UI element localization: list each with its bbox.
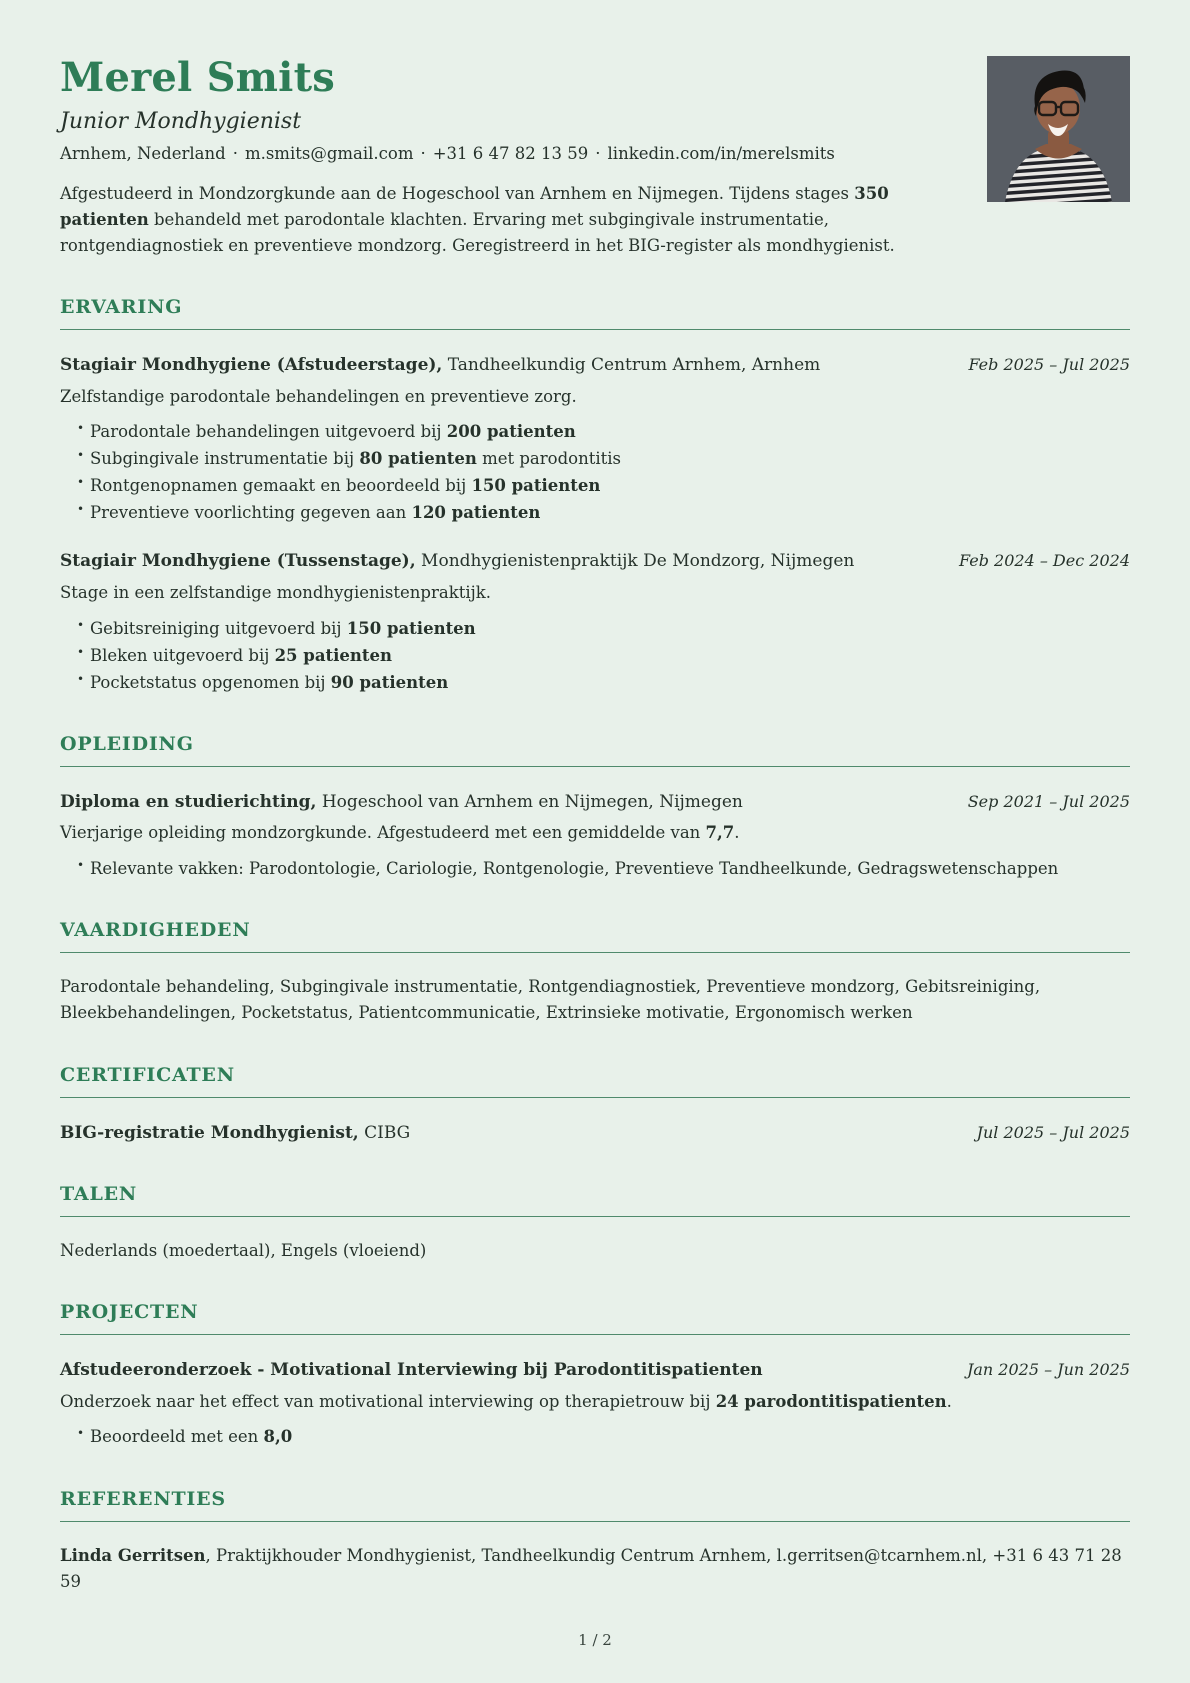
bullet-highlight: 150 patienten xyxy=(346,618,476,638)
entry-date: Jan 2025 – Jun 2025 xyxy=(966,1360,1130,1380)
section-vaardigheden xyxy=(60,882,1130,1027)
entry-date: Jul 2025 – Jul 2025 xyxy=(976,1122,1130,1142)
bullet-text: Beoordeeld met een xyxy=(90,1427,264,1447)
job-title: Junior Mondhygienist xyxy=(60,109,302,134)
summary-text: behandeld met parodontale klachten. Ervaring met subgingivale instrumentatie, rontgendiagnostiek en preventieve mondzorg. Geregistreerd in het BIG-register als mondhygienist. xyxy=(60,210,895,256)
contact-separator: · xyxy=(232,144,238,163)
section-heading-projecten: PROJECTEN xyxy=(60,1301,1130,1335)
bullet-text: Relevante vakken: Parodontologie, Cariologie, Rontgenologie, Preventieve Tandheelkunde, Gedragswetenschappen xyxy=(90,858,1059,878)
experience-entry-afstudeerstage xyxy=(60,353,1130,526)
entry-date: Feb 2025 – Jul 2025 xyxy=(968,355,1130,375)
bullet-item xyxy=(77,445,1130,472)
section-heading-referenties: REFERENTIES xyxy=(60,1488,1130,1522)
bullet-text: met parodontitis xyxy=(476,449,621,469)
entry-bullet-list xyxy=(60,855,1130,882)
entry-company: Tandheelkundig Centrum Arnhem, Arnhem xyxy=(442,355,821,376)
entry-description: Stage in een zelfstandige mondhygienistenpraktijk. xyxy=(60,582,491,602)
certificate-name: BIG-registratie Mondhygienist, xyxy=(60,1122,359,1143)
bullet-item xyxy=(77,855,1130,882)
bullet-highlight: 8,0 xyxy=(263,1427,293,1447)
reference-entry xyxy=(60,1543,1130,1596)
description-highlight: 24 parodontitispatienten xyxy=(715,1391,947,1411)
entry-header xyxy=(60,353,1130,379)
bullet-text: Parodontale behandelingen uitgevoerd bij xyxy=(90,422,447,442)
entry-title xyxy=(60,1121,410,1147)
languages-list: Nederlands (moedertaal), Engels (vloeiend) xyxy=(60,1241,427,1261)
profile-photo-illustration xyxy=(987,56,1130,202)
bullet-text: Subgingivale instrumentatie bij xyxy=(90,449,360,469)
skills-list: Parodontale behandeling, Subgingivale instrumentatie, Rontgendiagnostiek, Preventieve mondzorg, Gebitsreiniging, Bleekbehandelingen, Pocketstatus, Patientcommunicatie, Extrinsieke motivatie, Ergonomisch werken xyxy=(60,976,1041,1023)
bullet-text: Rontgenopnamen gemaakt en beoordeeld bij xyxy=(90,476,472,496)
bullet-item xyxy=(77,418,1130,445)
project-entry xyxy=(60,1358,1130,1450)
bullet-item xyxy=(77,669,1130,696)
bullet-text: Preventieve voorlichting gegeven aan xyxy=(90,503,412,523)
bullet-highlight: 150 patienten xyxy=(471,476,601,496)
entry-date: Feb 2024 – Dec 2024 xyxy=(959,551,1130,571)
profile-photo xyxy=(987,56,1130,202)
entry-description xyxy=(60,820,1130,846)
project-name: Afstudeeronderzoek - Motivational Interviewing bij Parodontitispatienten xyxy=(60,1360,763,1381)
education-entry xyxy=(60,790,1130,882)
entry-role: Stagiair Mondhygiene (Afstudeerstage), xyxy=(60,355,443,376)
section-ervaring xyxy=(60,259,1130,695)
contact-separator: · xyxy=(595,144,601,163)
entry-header xyxy=(60,1121,1130,1147)
bullet-item xyxy=(77,499,1130,526)
entry-date: Sep 2021 – Jul 2025 xyxy=(967,791,1130,811)
bullet-item xyxy=(77,472,1130,499)
description-text: . xyxy=(734,823,740,843)
contact-line xyxy=(60,144,957,163)
bullet-item xyxy=(77,1423,1130,1450)
entry-header xyxy=(60,549,1130,575)
entry-description xyxy=(60,1389,1130,1415)
bullet-text: Pocketstatus opgenomen bij xyxy=(90,672,331,692)
entry-header xyxy=(60,790,1130,816)
bullet-item xyxy=(77,642,1130,669)
section-heading-talen: TALEN xyxy=(60,1183,1130,1217)
bullet-item xyxy=(77,615,1130,642)
summary-highlight: 350 patienten xyxy=(60,184,889,230)
section-referenties xyxy=(60,1451,1130,1596)
profile-summary xyxy=(60,181,898,259)
entry-bullet-list xyxy=(60,418,1130,526)
entry-description: Zelfstandige parodontale behandelingen en preventieve zorg. xyxy=(60,386,577,406)
entry-header xyxy=(60,1358,1130,1384)
entry-company: Mondhygienistenpraktijk De Mondzorg, Nijmegen xyxy=(415,551,855,572)
summary-text: Afgestudeerd in Mondzorgkunde aan de Hogeschool van Arnhem en Nijmegen. Tijdens stages xyxy=(60,184,855,203)
bullet-highlight: 90 patienten xyxy=(330,672,449,692)
entry-bullet-list xyxy=(60,615,1130,696)
description-text: Onderzoek naar het effect van motivational interviewing op therapietrouw bij xyxy=(60,1391,716,1411)
certificate-entry xyxy=(60,1121,1130,1147)
description-highlight: 7,7 xyxy=(705,823,735,843)
bullet-text: Gebitsreiniging uitgevoerd bij xyxy=(90,618,347,638)
section-heading-vaardigheden: VAARDIGHEDEN xyxy=(60,919,1130,953)
bullet-highlight: 25 patienten xyxy=(274,645,393,665)
bullet-highlight: 80 patienten xyxy=(359,449,477,469)
section-projecten xyxy=(60,1264,1130,1450)
entry-title xyxy=(60,549,854,575)
section-heading-certificaten: CERTIFICATEN xyxy=(60,1064,1130,1098)
person-name: Merel Smits xyxy=(60,54,335,101)
section-talen xyxy=(60,1146,1130,1264)
entry-role: Stagiair Mondhygiene (Tussenstage), xyxy=(60,551,416,572)
header xyxy=(60,56,1130,259)
reference-name: Linda Gerritsen xyxy=(60,1545,206,1565)
contact-linkedin-link[interactable]: linkedin.com/in/merelsmits xyxy=(607,144,835,163)
page-number: 1 / 2 xyxy=(578,1631,612,1649)
description-text: . xyxy=(946,1391,952,1411)
bullet-highlight: 200 patienten xyxy=(446,422,576,442)
experience-entry-tussenstage xyxy=(60,549,1130,695)
header-text-block xyxy=(60,56,987,259)
entry-bullet-list xyxy=(60,1423,1130,1450)
contact-email-link[interactable]: m.smits@gmail.com xyxy=(244,144,414,163)
contact-location: Arnhem, Nederland xyxy=(60,144,226,163)
entry-degree: Diploma en studierichting, xyxy=(60,791,317,812)
entry-title xyxy=(60,1358,763,1384)
section-heading-ervaring: ERVARING xyxy=(60,296,1130,330)
section-certificaten xyxy=(60,1027,1130,1147)
description-text: Vierjarige opleiding mondzorgkunde. Afgestudeerd met een gemiddelde van xyxy=(60,823,706,843)
section-opleiding xyxy=(60,696,1130,882)
contact-separator: · xyxy=(420,144,426,163)
entry-title xyxy=(60,790,743,816)
reference-details: , Praktijkhouder Mondhygienist, Tandheelkundig Centrum Arnhem, l.gerritsen@tcarnhem.nl, +31 6 43 71 28 59 xyxy=(60,1545,1122,1591)
entry-school: Hogeschool van Arnhem en Nijmegen, Nijmegen xyxy=(316,791,743,812)
section-heading-opleiding: OPLEIDING xyxy=(60,733,1130,767)
certificate-issuer: CIBG xyxy=(358,1122,411,1143)
bullet-text: Bleken uitgevoerd bij xyxy=(90,645,275,665)
contact-phone: +31 6 47 82 13 59 xyxy=(432,144,589,163)
bullet-highlight: 120 patienten xyxy=(411,503,541,523)
entry-title xyxy=(60,353,820,379)
